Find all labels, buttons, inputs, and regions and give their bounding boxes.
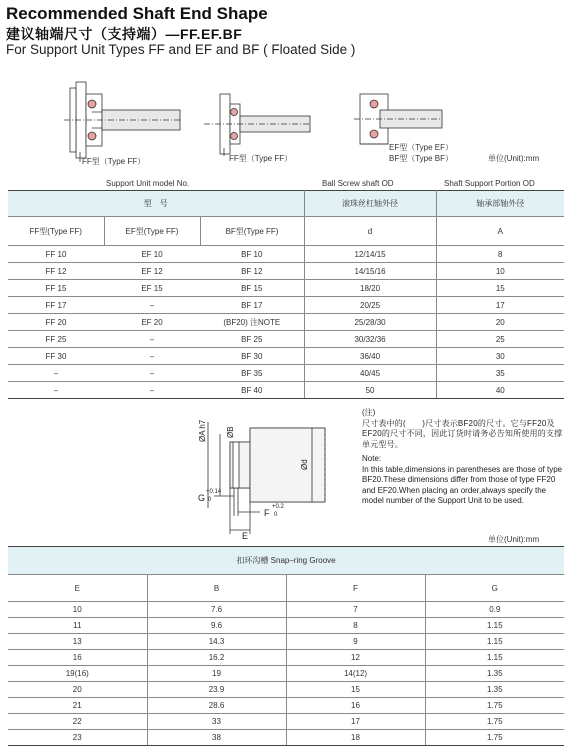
cell: EF 15 [104, 280, 200, 297]
dim-g-label: G [198, 493, 206, 503]
cell: BF 12 [200, 263, 304, 280]
cell: 1.75 [425, 698, 564, 714]
cell: – [104, 348, 200, 365]
cell: 0.9 [425, 602, 564, 618]
dim-e-label: E [242, 531, 249, 541]
cell: 17 [436, 297, 564, 314]
table-row [8, 280, 564, 297]
support-od-top-label: Shaft Support Portion OD [444, 179, 535, 188]
note-cn-title: (注) [362, 408, 376, 417]
cell: 19 [147, 666, 286, 682]
cell: 7 [286, 602, 425, 618]
model-top-label: Support Unit model No. [106, 179, 190, 188]
subtitle-english: For Support Unit Types FF and EF and BF ( Floated Side ) [6, 42, 356, 57]
cell: 8 [286, 618, 425, 634]
note-en-text: In this table,dimensions in parentheses are those of type BF20.These dimensions differ from those of type FF20 and EF20.When placing an order,always specify the model number of the Support Unit to be used. [362, 464, 563, 505]
subheader-a: A [436, 217, 564, 246]
cell: 13 [8, 634, 147, 650]
cell: BF 25 [200, 331, 304, 348]
cell: FF 15 [8, 280, 104, 297]
cell: 18 [286, 730, 425, 746]
cell: EF 10 [104, 246, 200, 263]
table-row [8, 682, 564, 698]
snap-ring-title: 扣环沟槽 Snap–ring Groove [8, 547, 564, 575]
table-row [8, 297, 564, 314]
subheader-ef: EF型(Type FF) [104, 217, 200, 246]
ff-type-label: FF型（Type FF） [82, 157, 146, 166]
dim-f-tol-lower: 0 [274, 512, 278, 518]
cell: 30/32/36 [304, 331, 436, 348]
cell: 1.75 [425, 714, 564, 730]
cell: FF 17 [8, 297, 104, 314]
cell: EF 12 [104, 263, 200, 280]
cell: 1.75 [425, 730, 564, 746]
cell: – [104, 297, 200, 314]
header-g: G [425, 575, 564, 602]
cell: – [104, 331, 200, 348]
table-row [8, 634, 564, 650]
cell: 1.35 [425, 682, 564, 698]
snap-ring-table [8, 546, 564, 746]
shaft-end-table [8, 190, 564, 399]
cell: 25 [436, 331, 564, 348]
cell: FF 10 [8, 246, 104, 263]
dim-a-label: ØA h7 [198, 419, 207, 442]
cell: 30 [436, 348, 564, 365]
cell: 38 [147, 730, 286, 746]
dim-b-label: ØB [226, 426, 235, 438]
cell: – [8, 365, 104, 382]
cell: 10 [8, 602, 147, 618]
note-cn-text: 尺寸表中的( )尺寸表示BF20的尺寸。它与FF20及EF20的尺寸不同，因此订货时请务必告知所使用的支撑单元型号。 [362, 418, 563, 449]
header-b: B [147, 575, 286, 602]
cell: FF 30 [8, 348, 104, 365]
cell: 9.6 [147, 618, 286, 634]
table-row [8, 246, 564, 263]
cell: 16.2 [147, 650, 286, 666]
cell: 28.6 [147, 698, 286, 714]
cell: BF 30 [200, 348, 304, 365]
table-row [8, 331, 564, 348]
cell: 1.15 [425, 650, 564, 666]
bf-type-label: BF型（Type BF） [389, 154, 454, 163]
cell: – [8, 382, 104, 399]
cell: 10 [436, 263, 564, 280]
cell: BF 10 [200, 246, 304, 263]
ff-type-diagram-2 [202, 90, 312, 160]
cell: 21 [8, 698, 147, 714]
cell: 9 [286, 634, 425, 650]
cell: 1.15 [425, 634, 564, 650]
table-row [8, 618, 564, 634]
table-row [8, 365, 564, 382]
dim-g-tol-lower: 0 [208, 497, 212, 503]
cell: 19(16) [8, 666, 147, 682]
table-row [8, 314, 564, 331]
cell: 23.9 [147, 682, 286, 698]
cell: 1.15 [425, 618, 564, 634]
cell: EF 20 [104, 314, 200, 331]
subtitle-chinese: 建议轴端尺寸（支持端）—FF.EF.BF [6, 26, 243, 42]
subheader-ff: FF型(Type FF) [8, 217, 104, 246]
table-row [8, 602, 564, 618]
dim-d-label: Ød [300, 459, 309, 470]
cell: 11 [8, 618, 147, 634]
shaft-od-top-label: Ball Screw shaft OD [322, 179, 394, 188]
subheader-bf: BF型(Type FF) [200, 217, 304, 246]
cell: 35 [436, 365, 564, 382]
cell: 36/40 [304, 348, 436, 365]
cell: BF 15 [200, 280, 304, 297]
cell: 17 [286, 714, 425, 730]
table-row [8, 263, 564, 280]
header-model: 型 号 [8, 191, 304, 217]
cell: 1.35 [425, 666, 564, 682]
cell: 20 [8, 682, 147, 698]
ef-type-label: EF型（Type EF） [389, 143, 454, 152]
cell: FF 12 [8, 263, 104, 280]
cell: BF 17 [200, 297, 304, 314]
cell: 18/20 [304, 280, 436, 297]
table-row [8, 666, 564, 682]
cell: 7.6 [147, 602, 286, 618]
cell: 50 [304, 382, 436, 399]
table-row [8, 730, 564, 746]
shaft-end-drawing [190, 404, 340, 540]
cell: 14(12) [286, 666, 425, 682]
page-title: Recommended Shaft End Shape [6, 4, 268, 23]
unit-label: 单位(Unit):mm [488, 154, 540, 163]
cell: 16 [286, 698, 425, 714]
cell: 23 [8, 730, 147, 746]
cell: 8 [436, 246, 564, 263]
cell: – [104, 382, 200, 399]
cell: BF 40 [200, 382, 304, 399]
ff-type-label-2: FF型（Type FF） [229, 154, 293, 163]
subheader-d: d [304, 217, 436, 246]
table-row [8, 348, 564, 365]
cell: BF 35 [200, 365, 304, 382]
cell: 16 [8, 650, 147, 666]
header-support-od: 轴承部轴外径 [436, 191, 564, 217]
dim-f-label: F [264, 508, 270, 518]
cell: (BF20) 注NOTE [200, 314, 304, 331]
cell: 12 [286, 650, 425, 666]
cell: 12/14/15 [304, 246, 436, 263]
cell: 20/25 [304, 297, 436, 314]
note-en-title: Note: [362, 454, 382, 463]
table-row [8, 698, 564, 714]
table-row [8, 714, 564, 730]
cell: 14.3 [147, 634, 286, 650]
dim-f-tol-upper: +0.2 [272, 504, 284, 510]
cell: FF 20 [8, 314, 104, 331]
header-f: F [286, 575, 425, 602]
cell: 15 [436, 280, 564, 297]
note-block [362, 408, 567, 507]
cell: 22 [8, 714, 147, 730]
table-row [8, 382, 564, 399]
dim-g-tol-upper: +0.14 [206, 489, 222, 495]
cell: 40/45 [304, 365, 436, 382]
ff-type-diagram [62, 76, 182, 166]
cell: FF 25 [8, 331, 104, 348]
cell: 14/15/16 [304, 263, 436, 280]
header-e: E [8, 575, 147, 602]
cell: 40 [436, 382, 564, 399]
header-shaft-od: 滚珠丝杠轴外径 [304, 191, 436, 217]
cell: – [104, 365, 200, 382]
table-row [8, 650, 564, 666]
cell: 25/28/30 [304, 314, 436, 331]
cell: 20 [436, 314, 564, 331]
cell: 33 [147, 714, 286, 730]
cell: 15 [286, 682, 425, 698]
unit-label-2: 单位(Unit):mm [488, 535, 540, 544]
